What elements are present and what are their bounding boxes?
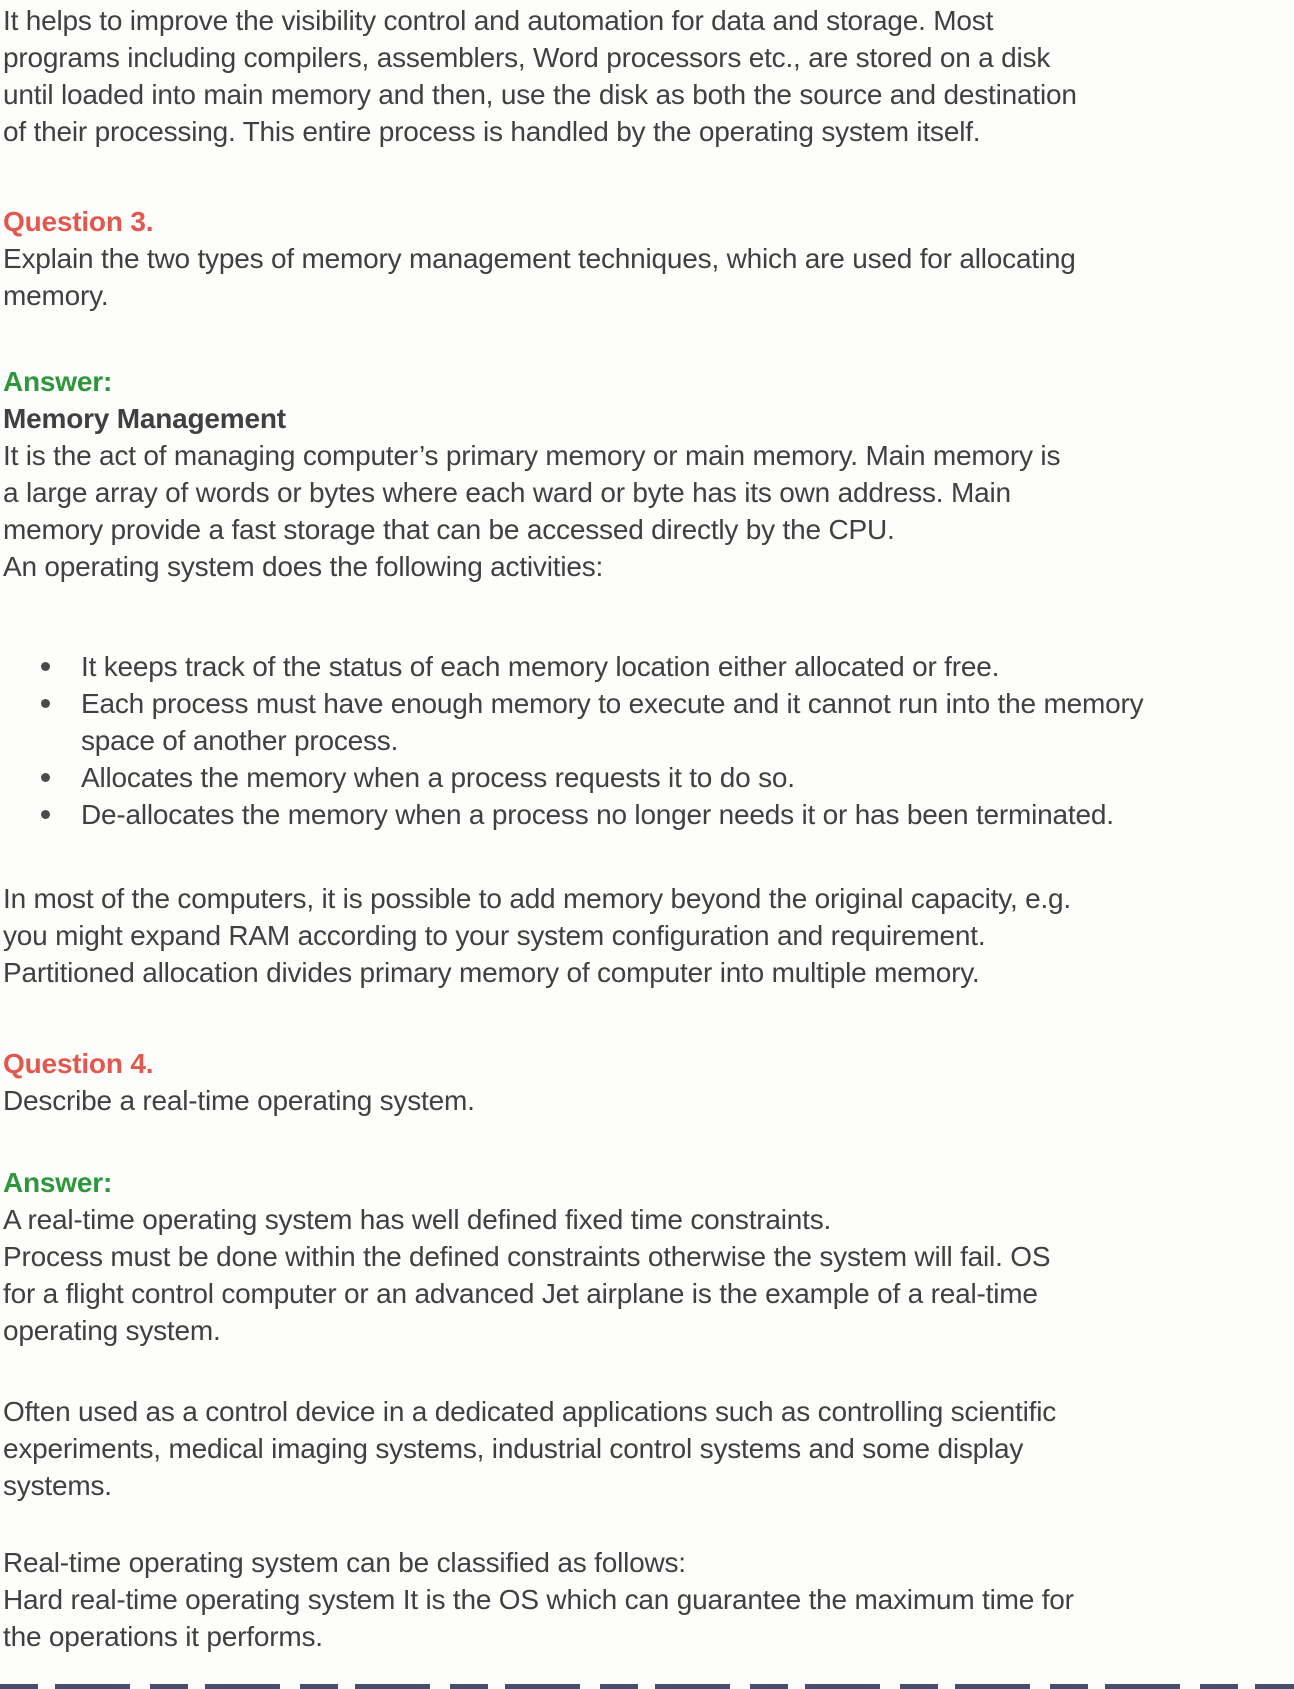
text-line: memory provide a fast storage that can be accessed directly by the CPU. (3, 514, 895, 545)
text-line: systems. (3, 1470, 112, 1501)
text-line: a large array of words or bytes where each ward or byte has its own address. Main (3, 477, 1011, 508)
text-line: operating system. (3, 1315, 221, 1346)
rtos-classification-paragraph (3, 1544, 1294, 1655)
text-line: experiments, medical imaging systems, industrial control systems and some display (3, 1433, 1024, 1464)
text-line: It is the act of managing computer’s primary memory or main memory. Main memory is (3, 440, 1061, 471)
memory-expand-paragraph (3, 880, 1294, 991)
text-line: It helps to improve the visibility control and automation for data and storage. Most (3, 5, 994, 36)
question-4-text (3, 1082, 1294, 1119)
list-item: It keeps track of the status of each memory location either allocated or free. (81, 648, 1201, 685)
answer-4-label: Answer: (3, 1167, 113, 1198)
list-item: De-allocates the memory when a process no longer needs it or has been terminated. (81, 796, 1201, 833)
list-item: Each process must have enough memory to execute and it cannot run into the memory space of another process. (81, 685, 1201, 759)
question-3-text (3, 240, 1294, 314)
text-line: until loaded into main memory and then, use the disk as both the source and destination (3, 79, 1077, 110)
text-line: Explain the two types of memory management techniques, which are used for allocating (3, 243, 1076, 274)
question-3-heading: Question 3. (3, 206, 154, 237)
text-line: for a flight control computer or an advanced Jet airplane is the example of a real-time (3, 1278, 1038, 1309)
text-line: programs including compilers, assemblers, Word processors etc., are stored on a disk (3, 42, 1051, 73)
text-line: memory. (3, 280, 109, 311)
question-4-heading: Question 4. (3, 1048, 154, 1079)
text-line: Real-time operating system can be classified as follows: (3, 1547, 686, 1578)
intro-paragraph (3, 2, 1294, 150)
answer-4-text (3, 1201, 1294, 1349)
text-line: Hard real-time operating system It is the OS which can guarantee the maximum time for (3, 1584, 1074, 1615)
memory-management-subheading: Memory Management (3, 403, 286, 434)
text-line: An operating system does the following activities: (3, 551, 604, 582)
list-item: Allocates the memory when a process requests it to do so. (81, 759, 1201, 796)
text-line: Often used as a control device in a dedicated applications such as controlling scientific (3, 1396, 1057, 1427)
rtos-usage-paragraph (3, 1393, 1294, 1504)
text-line: A real-time operating system has well defined fixed time constraints. (3, 1204, 832, 1235)
text-line: Describe a real-time operating system. (3, 1085, 475, 1116)
text-line: In most of the computers, it is possible to add memory beyond the original capacity, e.g. (3, 883, 1072, 914)
text-line: of their processing. This entire process is handled by the operating system itself. (3, 116, 981, 147)
text-line: the operations it performs. (3, 1621, 323, 1652)
cutoff-text-line (0, 1684, 1294, 1689)
answer-3-text (3, 437, 1294, 585)
answer-3-label: Answer: (3, 366, 113, 397)
memory-activities-list (3, 648, 1201, 833)
text-line: Partitioned allocation divides primary memory of computer into multiple memory. (3, 957, 980, 988)
text-line: Process must be done within the defined constraints otherwise the system will fail. OS (3, 1241, 1051, 1272)
text-line: you might expand RAM according to your system configuration and requirement. (3, 920, 986, 951)
